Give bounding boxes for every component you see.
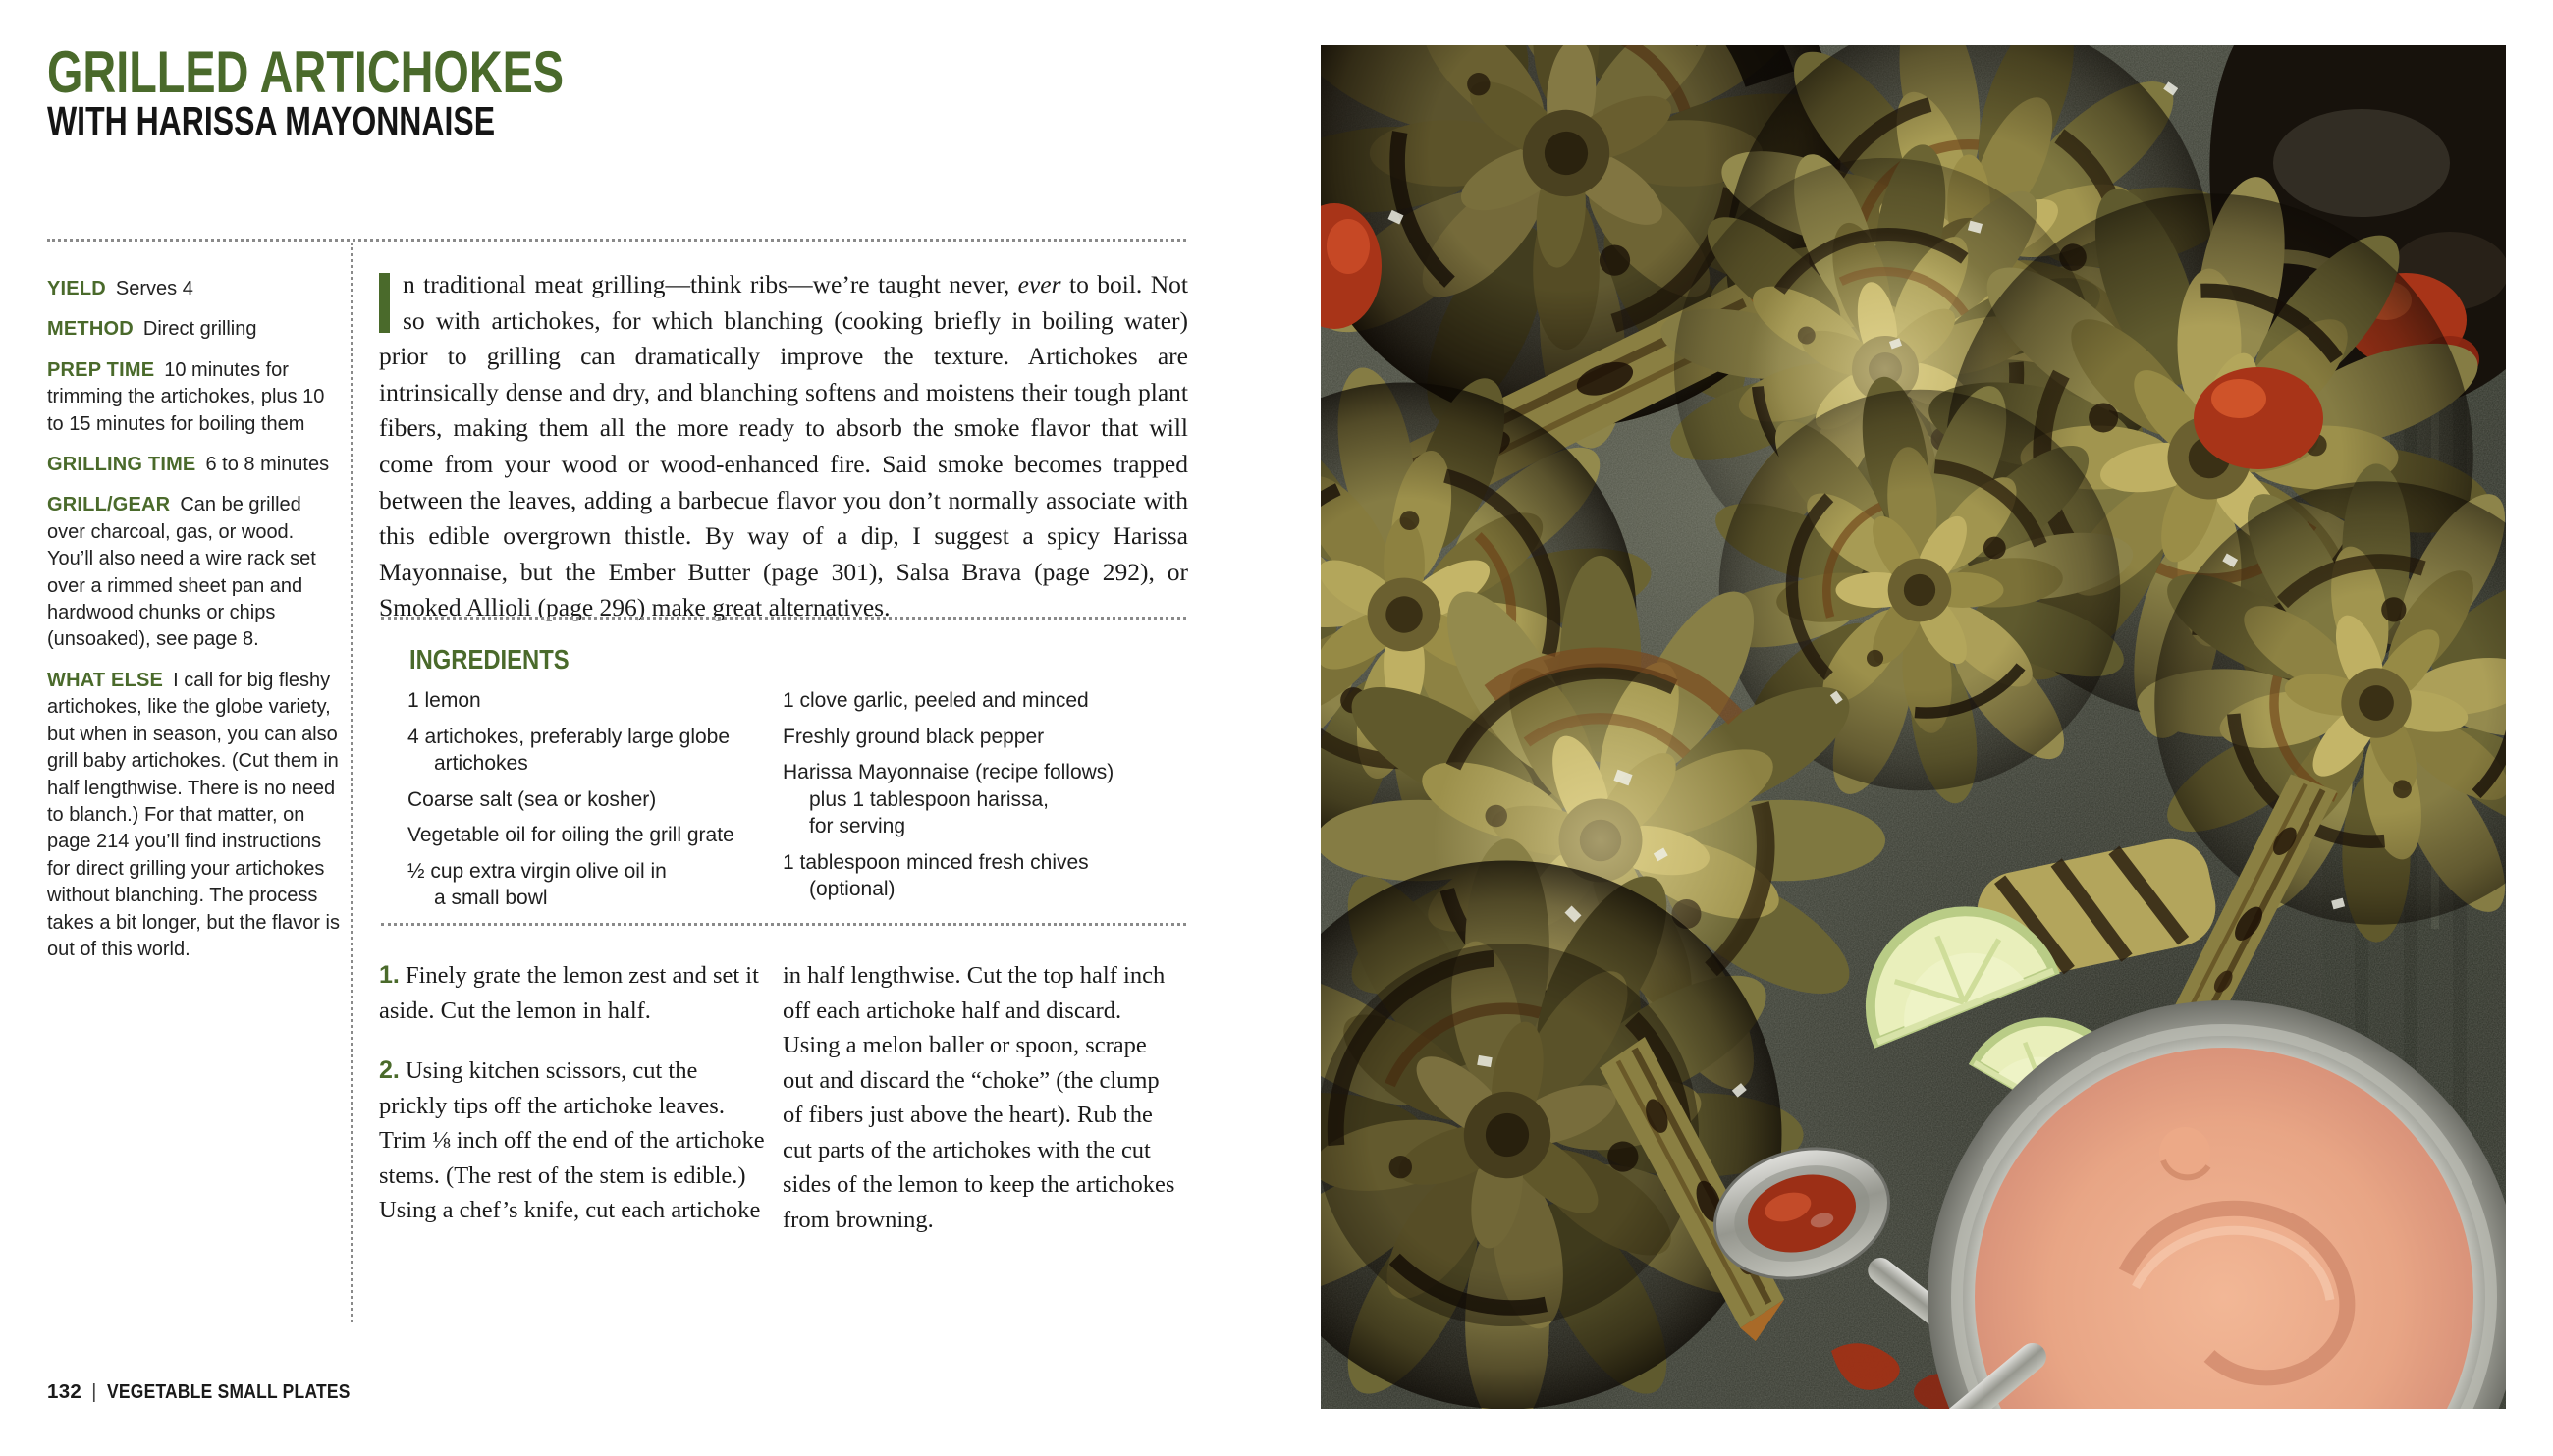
ingredient-item <box>783 724 1166 751</box>
ingredient-line: 1 tablespoon minced fresh chives <box>783 850 1089 874</box>
ingredients-column-2 <box>783 687 1166 912</box>
sidebar-meta-item: PREP TIME 10 minutes for trimming the artichokes, plus 10 to 15 minutes for boiling them <box>47 358 325 435</box>
ingredient-line: artichokes <box>434 752 528 775</box>
sidebar-meta-label: PREP TIME <box>47 358 155 381</box>
sidebar-vertical-divider <box>351 243 353 1322</box>
ingredient-line: Coarse salt (sea or kosher) <box>407 787 657 811</box>
ingredients-heading: INGREDIENTS <box>409 644 570 674</box>
ingredient-line: plus 1 tablespoon harissa, <box>809 787 1049 811</box>
sidebar-meta-item: WHAT ELSE I call for big fleshy artichokes, like the globe variety, but when in season, you can also grill baby artichokes. (Cut them in half lengthwise. There is no need to blanch.) For that matter, on page 214 you’ll find instructions for direct grilling your artichokes without blanching. The process takes a bit longer, but the flavor is out of this world. <box>47 669 340 960</box>
sidebar-meta-item: METHOD Direct grilling <box>47 318 257 341</box>
ingredients-column-1 <box>407 687 776 921</box>
ingredient-item <box>783 687 1166 715</box>
ingredient-line: 4 artichokes, preferably large globe <box>407 725 731 748</box>
divider-above-ingredients <box>381 617 1186 620</box>
ingredient-line: a small bowl <box>434 887 548 909</box>
recipe-step: 2. Using kitchen scissors, cut the prickly tips off the artichoke leaves. Trim ⅛ inch off the end of the artichoke stems. (The rest of the stem is edible.) Using a chef’s knife, cut each artichoke <box>379 1056 765 1223</box>
recipe-meta-sidebar <box>47 276 344 977</box>
ingredient-line: Harissa Mayonnaise (recipe follows) <box>783 761 1114 783</box>
footer-separator: | <box>91 1380 97 1403</box>
footer-section-label: VEGETABLE SMALL PLATES <box>106 1380 351 1403</box>
sidebar-meta-label: WHAT ELSE <box>47 669 164 691</box>
sidebar-meta-item: GRILL/GEAR Can be grilled over charcoal, gas, or wood. You’ll also need a wire rack set over a rimmed sheet pan and hardwood chunks or chips (unsoaked), see page 8. <box>47 494 316 651</box>
ingredient-line: 1 clove garlic, peeled and minced <box>783 689 1089 712</box>
sidebar-meta-label: GRILL/GEAR <box>47 494 171 516</box>
sidebar-meta-label: YIELD <box>47 278 106 299</box>
step-number: 1. <box>379 961 400 989</box>
intro-text-segment: ever <box>1017 270 1061 298</box>
page-subtitle: WITH HARISSA MAYONNAISE <box>47 98 496 143</box>
ingredient-item <box>783 849 1166 903</box>
sidebar-meta-label: GRILLING TIME <box>47 454 196 476</box>
intro-text-segment: to boil. Not so with artichokes, for which blanching (cooking briefly in boiling water) prior to grilling can dramatically improve the texture. Artichokes are intrinsically dense and dry, and blanching softens and moistens their tough plant fibers, making them all the more ready to absorb the smoke flavor that will come from your wood or wood-enhanced fire. Said smoke becomes trapped between the leaves, adding a barbecue flavor you don’t normally associate with this edible overgrown thistle. By way of a dip, I suggest a spicy Harissa Mayonnaise, but the Ember Butter (page 301), Salsa Brava (page 292), or Smoked Allioli (page 296) make great alternatives. <box>379 270 1188 622</box>
ingredient-item <box>407 822 776 849</box>
steps-column-1 <box>379 958 770 1254</box>
ingredient-line: Vegetable oil for oiling the grill grate <box>407 824 734 846</box>
grilled-artichokes-photo-illustration <box>1321 45 2506 1409</box>
harissa-blob <box>2194 367 2323 469</box>
recipe-photo <box>1321 45 2506 1409</box>
drop-cap-letter-I <box>379 273 390 333</box>
sidebar-meta-label: METHOD <box>47 318 134 341</box>
ingredient-line: (optional) <box>809 878 896 900</box>
ingredient-item <box>407 724 776 778</box>
page-number: 132 <box>47 1380 82 1403</box>
ingredient-item <box>407 687 776 715</box>
ingredient-item <box>407 786 776 814</box>
ingredient-item <box>783 759 1166 840</box>
sidebar-meta-item: GRILLING TIME 6 to 8 minutes <box>47 454 330 476</box>
recipe-step: 1. Finely grate the lemon zest and set it aside. Cut the lemon in half. <box>379 961 759 1024</box>
ingredient-line: ½ cup extra virgin olive oil in <box>407 859 667 883</box>
steps-column-2 <box>783 958 1175 1263</box>
divider-below-ingredients <box>381 923 1186 926</box>
ingredient-line: 1 lemon <box>407 689 481 712</box>
ingredient-item <box>407 858 776 912</box>
page-footer <box>47 1380 393 1404</box>
divider-under-title <box>47 239 1186 242</box>
page-title: GRILLED ARTICHOKES <box>47 39 565 105</box>
ingredient-line: Freshly ground black pepper <box>783 725 1045 748</box>
intro-text-segment: n traditional meat grilling—think ribs—we’re taught never, <box>403 270 1018 298</box>
intro-paragraph <box>379 267 1188 626</box>
step-number: 2. <box>379 1056 400 1084</box>
sidebar-meta-item: YIELD Serves 4 <box>47 278 193 299</box>
ingredient-line: for serving <box>809 815 906 837</box>
recipe-step: in half lengthwise. Cut the top half inch off each artichoke half and discard. Using a melon baller or spoon, scrape out and discard the “choke” (the clump of fibers just above the heart). Rub the cut parts of the artichokes with the cut sides of the lemon to keep the artichokes from browning. <box>783 962 1175 1233</box>
